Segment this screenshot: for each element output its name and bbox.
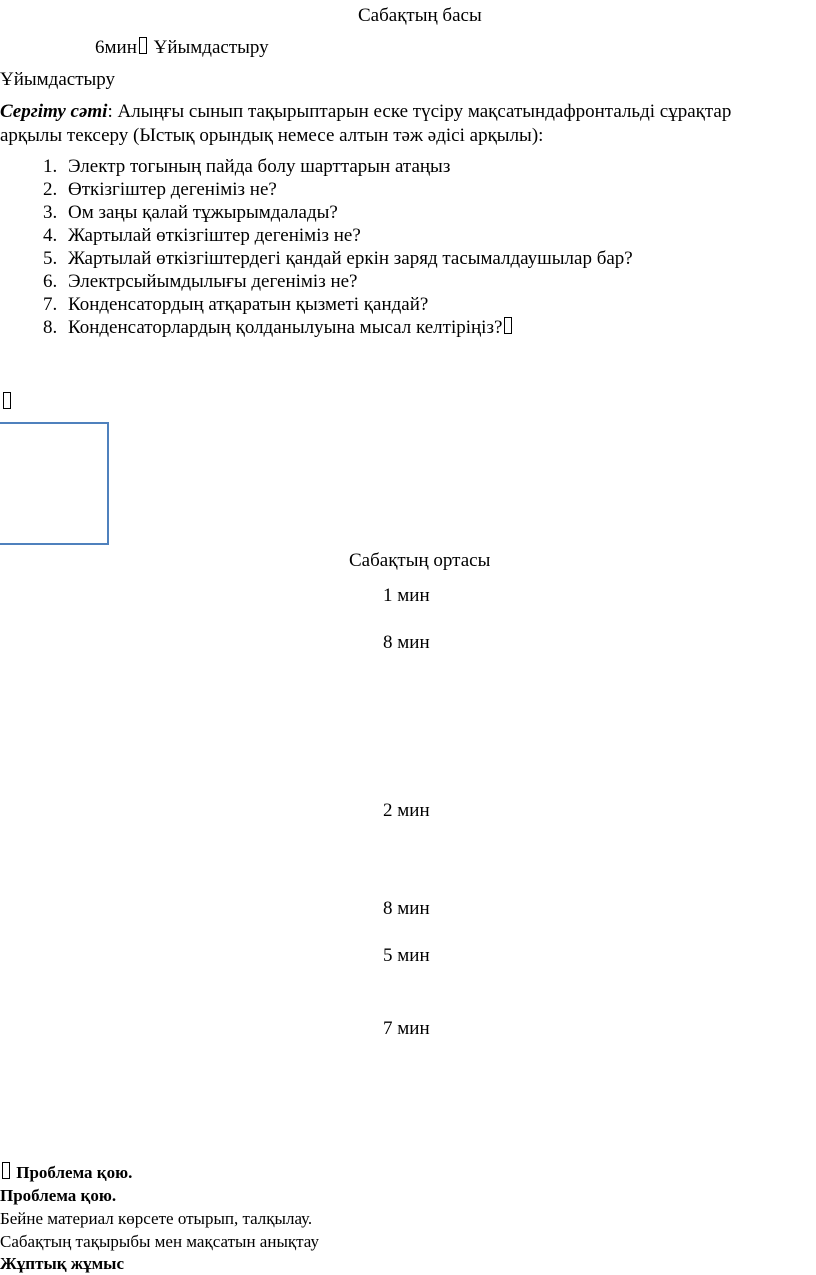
questions-list bbox=[20, 155, 633, 339]
org-heading: Ұйымдастыру bbox=[0, 69, 116, 90]
empty-frame bbox=[0, 422, 109, 545]
list-item: 5. Жартылай өткізгіштердегі қандай еркін заряд тасымалдаушылар бар? bbox=[62, 247, 633, 270]
missing-glyph-icon bbox=[3, 392, 11, 409]
problem-heading: Проблема қою. bbox=[0, 1186, 117, 1205]
problem-bullet-heading bbox=[0, 1162, 132, 1183]
list-item: 1. Электр тогының пайда болу шарттарын атаңыз bbox=[62, 155, 633, 178]
org-time-row bbox=[95, 37, 269, 60]
list-item-text: Конденсаторлардың қолданылуына мысал келтіріңіз? bbox=[68, 317, 503, 338]
time-label: 8 мин bbox=[383, 898, 430, 919]
time-label: 1 мин bbox=[383, 585, 430, 606]
time-label: 2 мин bbox=[383, 800, 430, 821]
refresh-text-line2: арқылы тексеру (Ыстық орындық немесе алтын тәж әдісі арқылы): bbox=[0, 125, 544, 146]
list-item: 6. Электрсыйымдылығы дегеніміз не? bbox=[62, 270, 633, 293]
org-time-label: Ұйымдастыру bbox=[153, 37, 269, 58]
missing-glyph-icon bbox=[139, 37, 147, 54]
pair-work-heading: Жұптық жұмыс bbox=[0, 1254, 124, 1273]
problem-line1: Бейне материал көрсете отырып, талқылау. bbox=[0, 1209, 313, 1228]
refresh-text-line1: Алыңғы сынып тақырыптарын еске түсіру мақсатындафронтальді сұрақтар bbox=[117, 101, 732, 122]
problem-bullet-text: Проблема қою. bbox=[16, 1163, 133, 1182]
missing-glyph-icon bbox=[2, 1162, 10, 1179]
lesson-start-heading: Сабақтың басы bbox=[358, 5, 482, 26]
problem-line2: Сабақтың тақырыбы мен мақсатын анықтау bbox=[0, 1232, 319, 1251]
lesson-middle-heading: Сабақтың ортасы bbox=[349, 550, 491, 571]
refresh-paragraph-line1: Сергіту сәті: Алыңғы сынып тақырыптарын еске түсіру мақсатындафронтальді сұрақтар bbox=[0, 101, 732, 122]
time-label: 7 мин bbox=[383, 1018, 430, 1039]
list-item: 7. Конденсатордың атқаратын қызметі қандай? bbox=[62, 293, 633, 316]
time-label: 8 мин bbox=[383, 632, 430, 653]
list-item bbox=[62, 316, 633, 339]
org-time: 6мин bbox=[95, 37, 137, 58]
refresh-title: Сергіту сәті bbox=[0, 101, 108, 122]
list-item: 2. Өткізгіштер дегеніміз не? bbox=[62, 178, 633, 201]
list-item: 4. Жартылай өткізгіштер дегеніміз не? bbox=[62, 224, 633, 247]
time-label: 5 мин bbox=[383, 945, 430, 966]
missing-glyph-icon bbox=[504, 317, 512, 334]
list-item: 3. Ом заңы қалай тұжырымдалады? bbox=[62, 201, 633, 224]
